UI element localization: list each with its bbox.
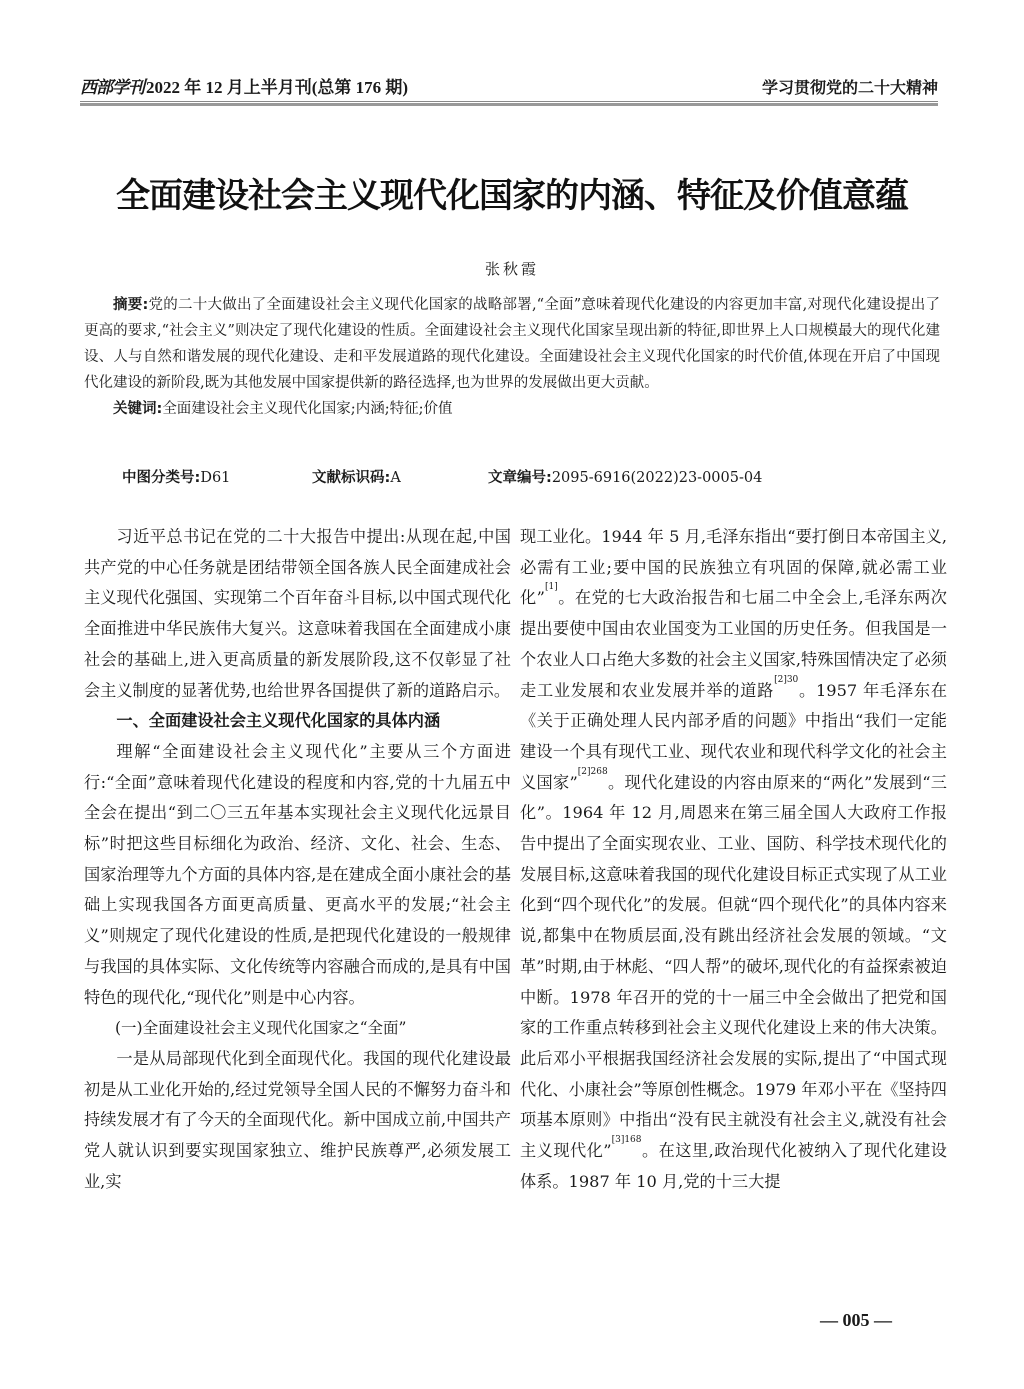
keywords: 全面建设社会主义现代化国家;内涵;特征;价值 (162, 401, 453, 417)
clc-value: D61 (200, 470, 231, 486)
article-title: 全面建设社会主义现代化国家的内涵、特征及价值意蕴 (116, 176, 908, 216)
header-rule-thick (80, 103, 938, 106)
citation-4: [3]168 (611, 1135, 642, 1146)
body-column-right (520, 522, 947, 1197)
abstract-text: 党的二十大做出了全面建设社会主义现代化国家的战略部署,“全面”意味着现代化建设的内容更加丰富,对现代化建设提出了更高的要求,“社会主义”则决定了现代化建设的性质。全面建设社会主义现代化国家呈现出新的特征,即世界上人口规模最大的现代化建设、人与自然和谐发展的现代化建设、走和平发展道路的现代化建设。全面建设社会主义现代化国家的时代价值,体现在开启了中国现代化建设的新阶段,既为其他发展中国家提供新的路径选择,也为世界的发展做出更大贡献。 (84, 297, 940, 391)
abstract (84, 292, 940, 422)
running-header (80, 68, 938, 98)
article-meta (122, 466, 762, 487)
body-column-left (84, 522, 511, 1197)
section-heading-1: 一、全面建设社会主义现代化国家的具体内涵 (116, 711, 441, 731)
clc-label: 中图分类号: (122, 470, 201, 486)
abstract-label: 摘要: (113, 297, 149, 313)
author: 张秋霞 (484, 260, 539, 278)
page-number: — 005 — (820, 1310, 892, 1330)
journal-issue (80, 73, 408, 98)
paragraph-continued (520, 522, 947, 1197)
header-rule (80, 101, 938, 102)
issue-info: 2022 年 12 月上半月刊(总第 176 期) (146, 78, 409, 97)
citation-3: [2]268 (577, 766, 608, 777)
paragraph-local-to-full: 一是从局部现代化到全面现代化。我国的现代化建设最初是从工业化开始的,经过党领导全国人民的不懈努力奋斗和持续发展才有了今天的全面现代化。新中国成立前,中国共产党人就认识到要实现国家独立、维护民族尊严,必须发展工业,实 (84, 1048, 511, 1191)
keywords-label: 关键词: (113, 401, 163, 417)
paragraph-meaning: 理解“全面建设社会主义现代化”主要从三个方面进行:“全面”意味着现代化建设的程度和内容,党的十九届五中全会在提出“到二〇三五年基本实现社会主义现代化远景目标”时把这些目标细化为政治、经济、文化、社会、生态、国家治理等九个方面的具体内容,是在建成全面小康社会的基础上实现我国各方面更高质量、更高水平的发展;“社会主义”则规定了现代化建设的性质,是把现代化建设的一般规律与我国的具体实际、文化传统等内容融合而成的,是具有中国特色的现代化,“现代化”则是中心内容。 (84, 741, 511, 1007)
text-run: 现工业化。1944 年 5 月,毛泽东指出“要打倒日本帝国主义,必需有工业;要中国的民族独立有巩固的保障,就必需工业化” (520, 527, 947, 608)
doc-code-label: 文献标识码: (312, 470, 391, 486)
citation-2: [2]30 (774, 674, 799, 685)
article-no-value: 2095-6916(2022)23-0005-04 (551, 470, 763, 486)
paragraph-intro: 习近平总书记在党的二十大报告中提出:从现在起,中国共产党的中心任务就是团结带领全国各族人民全面建成社会主义现代化强国、实现第二个百年奋斗目标,以中国式现代化全面推进中华民族伟大复兴。这意味着我国在全面建成小康社会的基础上,进入更高质量的新发展阶段,这不仅彰显了社会主义制度的显著优势,也给世界各国提供了新的道路启示。 (84, 527, 511, 700)
section-name: 学习贯彻党的二十大精神 (761, 78, 938, 97)
subsection-heading-1: (一)全面建设社会主义现代化国家之“全面” (115, 1019, 407, 1038)
text-run: 。1957 年毛泽东在《关于正确处理人民内部矛盾的问题》中指出“我们一定能建设一个具有现代工业、现代农业和现代科学文化的社会主义国家” (520, 680, 948, 792)
text-run: 。在这里,政治现代化被纳入了现代化建设体系。1987 年 10 月,党的十三大提 (520, 1141, 947, 1191)
text-run: 。在党的七大政治报告和七届二中全会上,毛泽东两次提出要使中国由农业国变为工业国的历史任务。但我国是一个农业人口占绝大多数的社会主义国家,特殊国情决定了必须走工业发展和农业发展并举的道路 (520, 588, 947, 700)
journal-logo: 西部学刊 (80, 78, 144, 98)
text-run: 。现代化建设的内容由原来的“两化”发展到“三化”。1964 年 12 月,周恩来在第三届全国人大政府工作报告中提出了全面实现农业、工业、国防、科学技术现代化的发展目标,这意味着我国的现代化建设目标正式实现了从工业化到“四个现代化”的发展。但就“四个现代化”的具体内容来说,都集中在物质层面,没有跳出经济社会发展的领域。“文革”时期,由于林彪、“四人帮”的破坏,现代化的有益探索被迫中断。1978 年召开的党的十一届三中全会做出了把党和国家的工作重点转移到社会主义现代化建设上来的伟大决策。此后邓小平根据我国经济社会发展的实际,提出了“中国式现代化、小康社会”等原创性概念。1979 年邓小平在《坚持四项基本原则》中指出“没有民主就没有社会主义,就没有社会主义现代化” (520, 772, 947, 1161)
article-no-label: 文章编号: (488, 470, 552, 486)
citation-1: [1] (544, 582, 558, 593)
doc-code-value: A (390, 470, 401, 486)
